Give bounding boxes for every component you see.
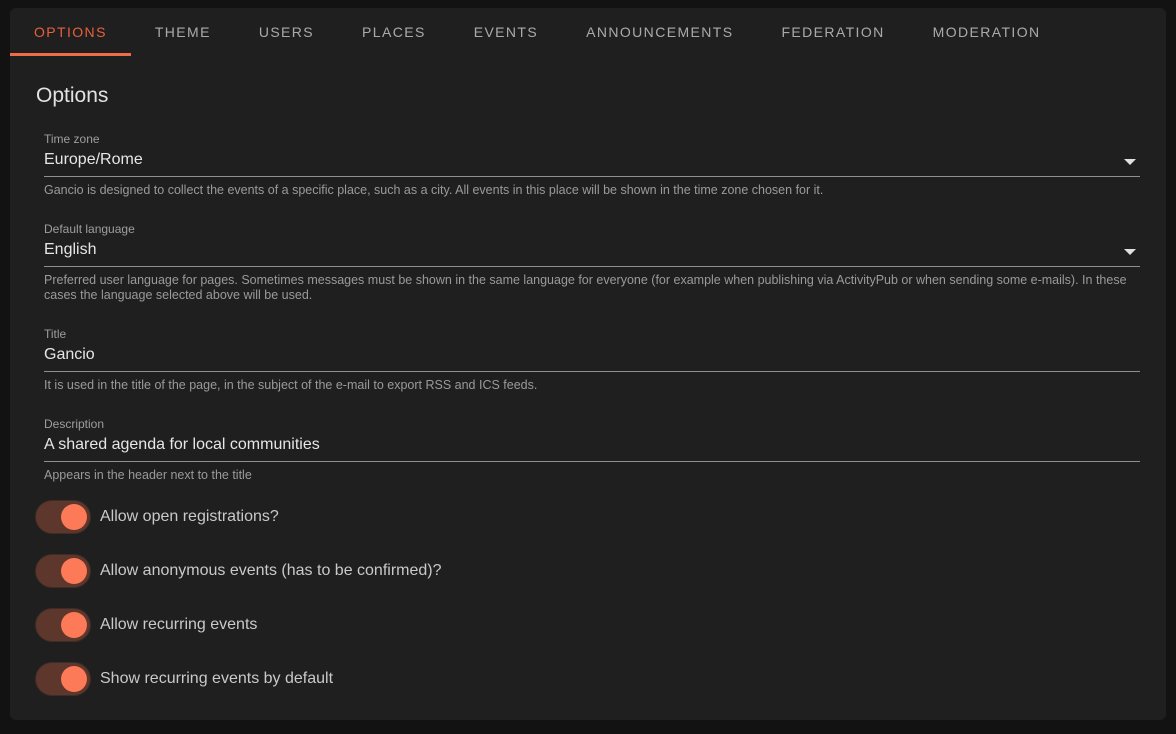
toggle-row-open-registrations bbox=[36, 501, 1140, 533]
tab-events[interactable]: EVENTS bbox=[473, 24, 539, 40]
default-language-select[interactable] bbox=[44, 240, 1140, 267]
tab-federation[interactable]: FEDERATION bbox=[781, 24, 885, 40]
timezone-hint: Gancio is designed to collect the events of a specific place, such as a city. All events in this place will be shown in the time zone chosen for it. bbox=[44, 183, 824, 197]
show-recurring-toggle[interactable] bbox=[36, 663, 90, 695]
field-timezone bbox=[44, 132, 1140, 198]
title-label: Title bbox=[44, 327, 67, 341]
toggle-knob bbox=[61, 558, 87, 584]
field-title bbox=[44, 327, 1140, 393]
title-input[interactable] bbox=[44, 345, 1140, 364]
tab-places[interactable]: PLACES bbox=[362, 24, 426, 40]
tab-moderation[interactable]: MODERATION bbox=[932, 24, 1041, 40]
title-hint: It is used in the title of the page, in the subject of the e-mail to export RSS and ICS feeds. bbox=[44, 378, 538, 392]
admin-settings-card bbox=[10, 8, 1166, 720]
timezone-label: Time zone bbox=[44, 132, 100, 146]
default-language-label: Default language bbox=[44, 222, 135, 236]
toggle-row-recurring-events bbox=[36, 609, 1140, 641]
anonymous-events-label: Allow anonymous events (has to be confirmed)? bbox=[100, 562, 442, 579]
toggle-knob bbox=[61, 666, 87, 692]
open-registrations-label: Allow open registrations? bbox=[100, 508, 279, 525]
toggle-knob bbox=[61, 504, 87, 530]
recurring-events-label: Allow recurring events bbox=[100, 616, 258, 633]
default-language-value[interactable]: English bbox=[44, 241, 97, 258]
toggle-row-show-recurring bbox=[36, 663, 1140, 695]
page-title: Options bbox=[36, 84, 109, 107]
options-panel bbox=[10, 84, 1166, 695]
show-recurring-label: Show recurring events by default bbox=[100, 670, 334, 687]
description-input[interactable] bbox=[44, 435, 1140, 454]
recurring-events-toggle[interactable] bbox=[36, 609, 90, 641]
toggle-knob bbox=[61, 612, 87, 638]
description-label: Description bbox=[44, 417, 105, 431]
toggle-list bbox=[36, 501, 1140, 695]
chevron-down-icon[interactable] bbox=[1124, 249, 1136, 255]
admin-tabbar bbox=[10, 8, 1166, 56]
tab-theme[interactable]: THEME bbox=[154, 24, 211, 40]
timezone-value[interactable]: Europe/Rome bbox=[44, 151, 143, 168]
timezone-select[interactable] bbox=[44, 150, 1140, 177]
description-hint: Appears in the header next to the title bbox=[44, 468, 252, 482]
tab-announcements[interactable]: ANNOUNCEMENTS bbox=[586, 24, 734, 40]
tab-options[interactable]: OPTIONS bbox=[10, 8, 131, 56]
anonymous-events-toggle[interactable] bbox=[36, 555, 90, 587]
open-registrations-toggle[interactable] bbox=[36, 501, 90, 533]
toggle-row-anonymous-events bbox=[36, 555, 1140, 587]
field-default-language bbox=[44, 222, 1140, 303]
default-language-hint: Preferred user language for pages. Sometimes messages must be shown in the same language for everyone (for example when publishing via ActivityPub or when sending some e-mails). In these cases the language selected above will be used. bbox=[44, 273, 1127, 302]
tab-users[interactable]: USERS bbox=[258, 24, 315, 40]
field-description bbox=[44, 417, 1140, 483]
chevron-down-icon[interactable] bbox=[1124, 159, 1136, 165]
title-field[interactable] bbox=[44, 345, 1140, 372]
description-field[interactable] bbox=[44, 435, 1140, 462]
